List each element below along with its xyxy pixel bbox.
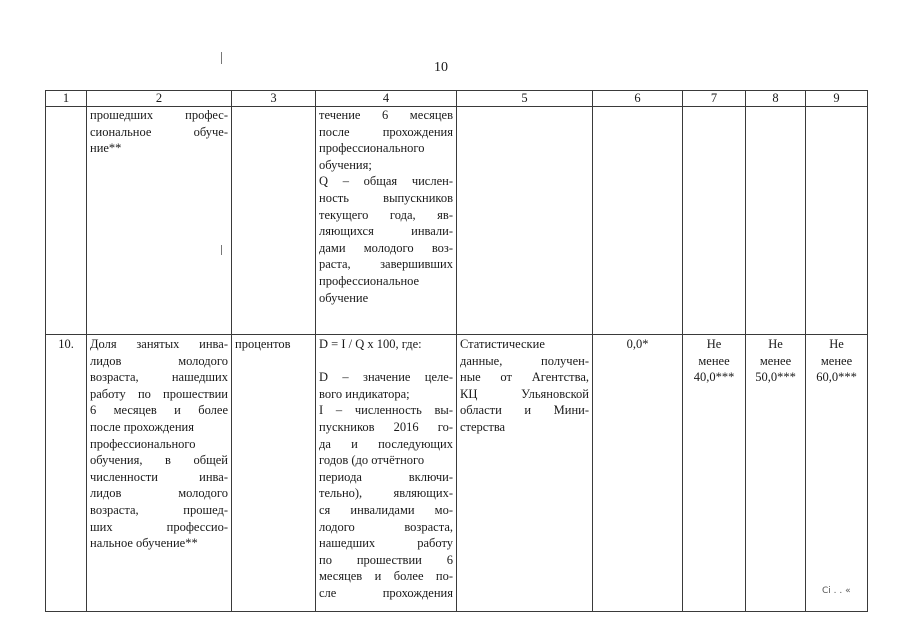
- row-number-cell: 10.: [46, 335, 87, 612]
- text-line: 60,0***: [816, 370, 857, 385]
- formula-cell: [316, 107, 457, 335]
- base-value-cell: 0,0*: [593, 335, 683, 612]
- header-cell: 6: [593, 91, 683, 107]
- text-line: численности инва-: [90, 469, 228, 484]
- base-value-cell: [593, 107, 683, 335]
- text-line: 40,0***: [693, 370, 735, 385]
- text-line: сиональное обуче-: [90, 124, 228, 139]
- text-line: D – значение целе-: [319, 370, 453, 385]
- text-line: профессионального: [319, 141, 425, 156]
- text-line: менее: [820, 353, 853, 368]
- header-row: [46, 91, 868, 107]
- text-line: данные, получен-: [460, 353, 589, 368]
- target-cell: [806, 107, 868, 335]
- scan-stamp: Сі . . «: [822, 586, 851, 596]
- text-line: пускников 2016 го-: [319, 419, 453, 434]
- text-line: текущего года, яв-: [319, 207, 453, 222]
- formula-head: D = I / Q x 100, где:: [319, 337, 422, 351]
- text-line: сле прохождения: [319, 585, 453, 600]
- text-line: КЦ Ульяновской: [460, 386, 589, 401]
- header-cell: 5: [457, 91, 593, 107]
- text-line: ся инвалидами мо-: [319, 502, 453, 517]
- text-line: по прошествии 6: [319, 552, 453, 567]
- text-line: стерства: [460, 419, 506, 434]
- text-line: периода включи-: [319, 469, 453, 484]
- text-line: возраста, прошед-: [90, 502, 228, 517]
- target-cell-2018: [683, 335, 746, 612]
- text-line: нальное обучение**: [90, 536, 198, 551]
- indicator-cell: [87, 107, 232, 335]
- target-cell-2020: [806, 335, 868, 612]
- table-row-continued: [46, 107, 868, 335]
- scan-mark: [221, 52, 222, 64]
- text-line: течение 6 месяцев: [319, 108, 453, 122]
- row-number-cell: [46, 107, 87, 335]
- text-line: после прохождения: [90, 419, 194, 434]
- text-line: ших профессио-: [90, 519, 228, 534]
- table-row-10: [46, 335, 868, 612]
- unit-cell: процентов: [232, 335, 316, 612]
- text-line: после прохождения: [319, 124, 453, 139]
- text-line: обучения, в общей: [90, 453, 228, 468]
- text-line: месяцев и более по-: [319, 569, 453, 584]
- text-line: годов (до отчётного: [319, 453, 425, 468]
- header-cell: 4: [316, 91, 457, 107]
- text-line: работу по прошествии: [90, 386, 228, 401]
- text-line: ность выпускников: [319, 190, 453, 205]
- text-line: Статистические: [460, 337, 545, 351]
- formula-cell: [316, 335, 457, 612]
- text-line: обучения;: [319, 157, 372, 172]
- source-cell: [457, 107, 593, 335]
- target-cell: [683, 107, 746, 335]
- source-cell: [457, 335, 593, 612]
- text-line: прошедших профес-: [90, 108, 228, 122]
- indicator-cell: [87, 335, 232, 612]
- text-line: профессиональное: [319, 273, 420, 288]
- text-line: Доля занятых инва-: [90, 337, 228, 351]
- text-line: тельно), являющих-: [319, 486, 453, 501]
- header-cell: 7: [683, 91, 746, 107]
- page-number: 10: [434, 60, 448, 75]
- text-line: менее: [698, 353, 730, 368]
- text-line: дами молодого воз-: [319, 240, 453, 255]
- text-line: ляющихся инвали-: [319, 224, 453, 239]
- text-line: лидов молодого: [90, 353, 228, 368]
- header-cell: 2: [87, 91, 232, 107]
- text-line: 6 месяцев и более: [90, 403, 228, 418]
- header-cell: 1: [46, 91, 87, 107]
- header-cell: 9: [806, 91, 868, 107]
- target-cell: [746, 107, 806, 335]
- blank-line: [319, 353, 453, 370]
- text-line: лодого возраста,: [319, 519, 453, 534]
- text-line: менее: [759, 353, 792, 368]
- text-line: раста, завершивших: [319, 257, 453, 272]
- text-line: Не: [829, 337, 844, 351]
- header-cell: 3: [232, 91, 316, 107]
- indicators-table: [45, 90, 868, 612]
- text-line: ные от Агентства,: [460, 370, 589, 385]
- header-cell: 8: [746, 91, 806, 107]
- text-line: нашедших работу: [319, 536, 453, 551]
- text-line: вого индикатора;: [319, 386, 410, 401]
- text-line: Не: [768, 337, 783, 351]
- target-cell-2019: [746, 335, 806, 612]
- text-line: области и Мини-: [460, 403, 589, 418]
- text-line: 50,0***: [755, 370, 796, 385]
- text-line: возраста, нашедших: [90, 370, 228, 385]
- text-line: профессионального: [90, 436, 196, 451]
- text-line: лидов молодого: [90, 486, 228, 501]
- text-line: да и последующих: [319, 436, 453, 451]
- text-line: Не: [706, 337, 722, 351]
- text-line: обучение: [319, 290, 369, 305]
- text-line: Q – общая числен-: [319, 174, 453, 189]
- text-line: ние**: [90, 141, 122, 156]
- unit-cell: [232, 107, 316, 335]
- text-line: I – численность вы-: [319, 403, 453, 418]
